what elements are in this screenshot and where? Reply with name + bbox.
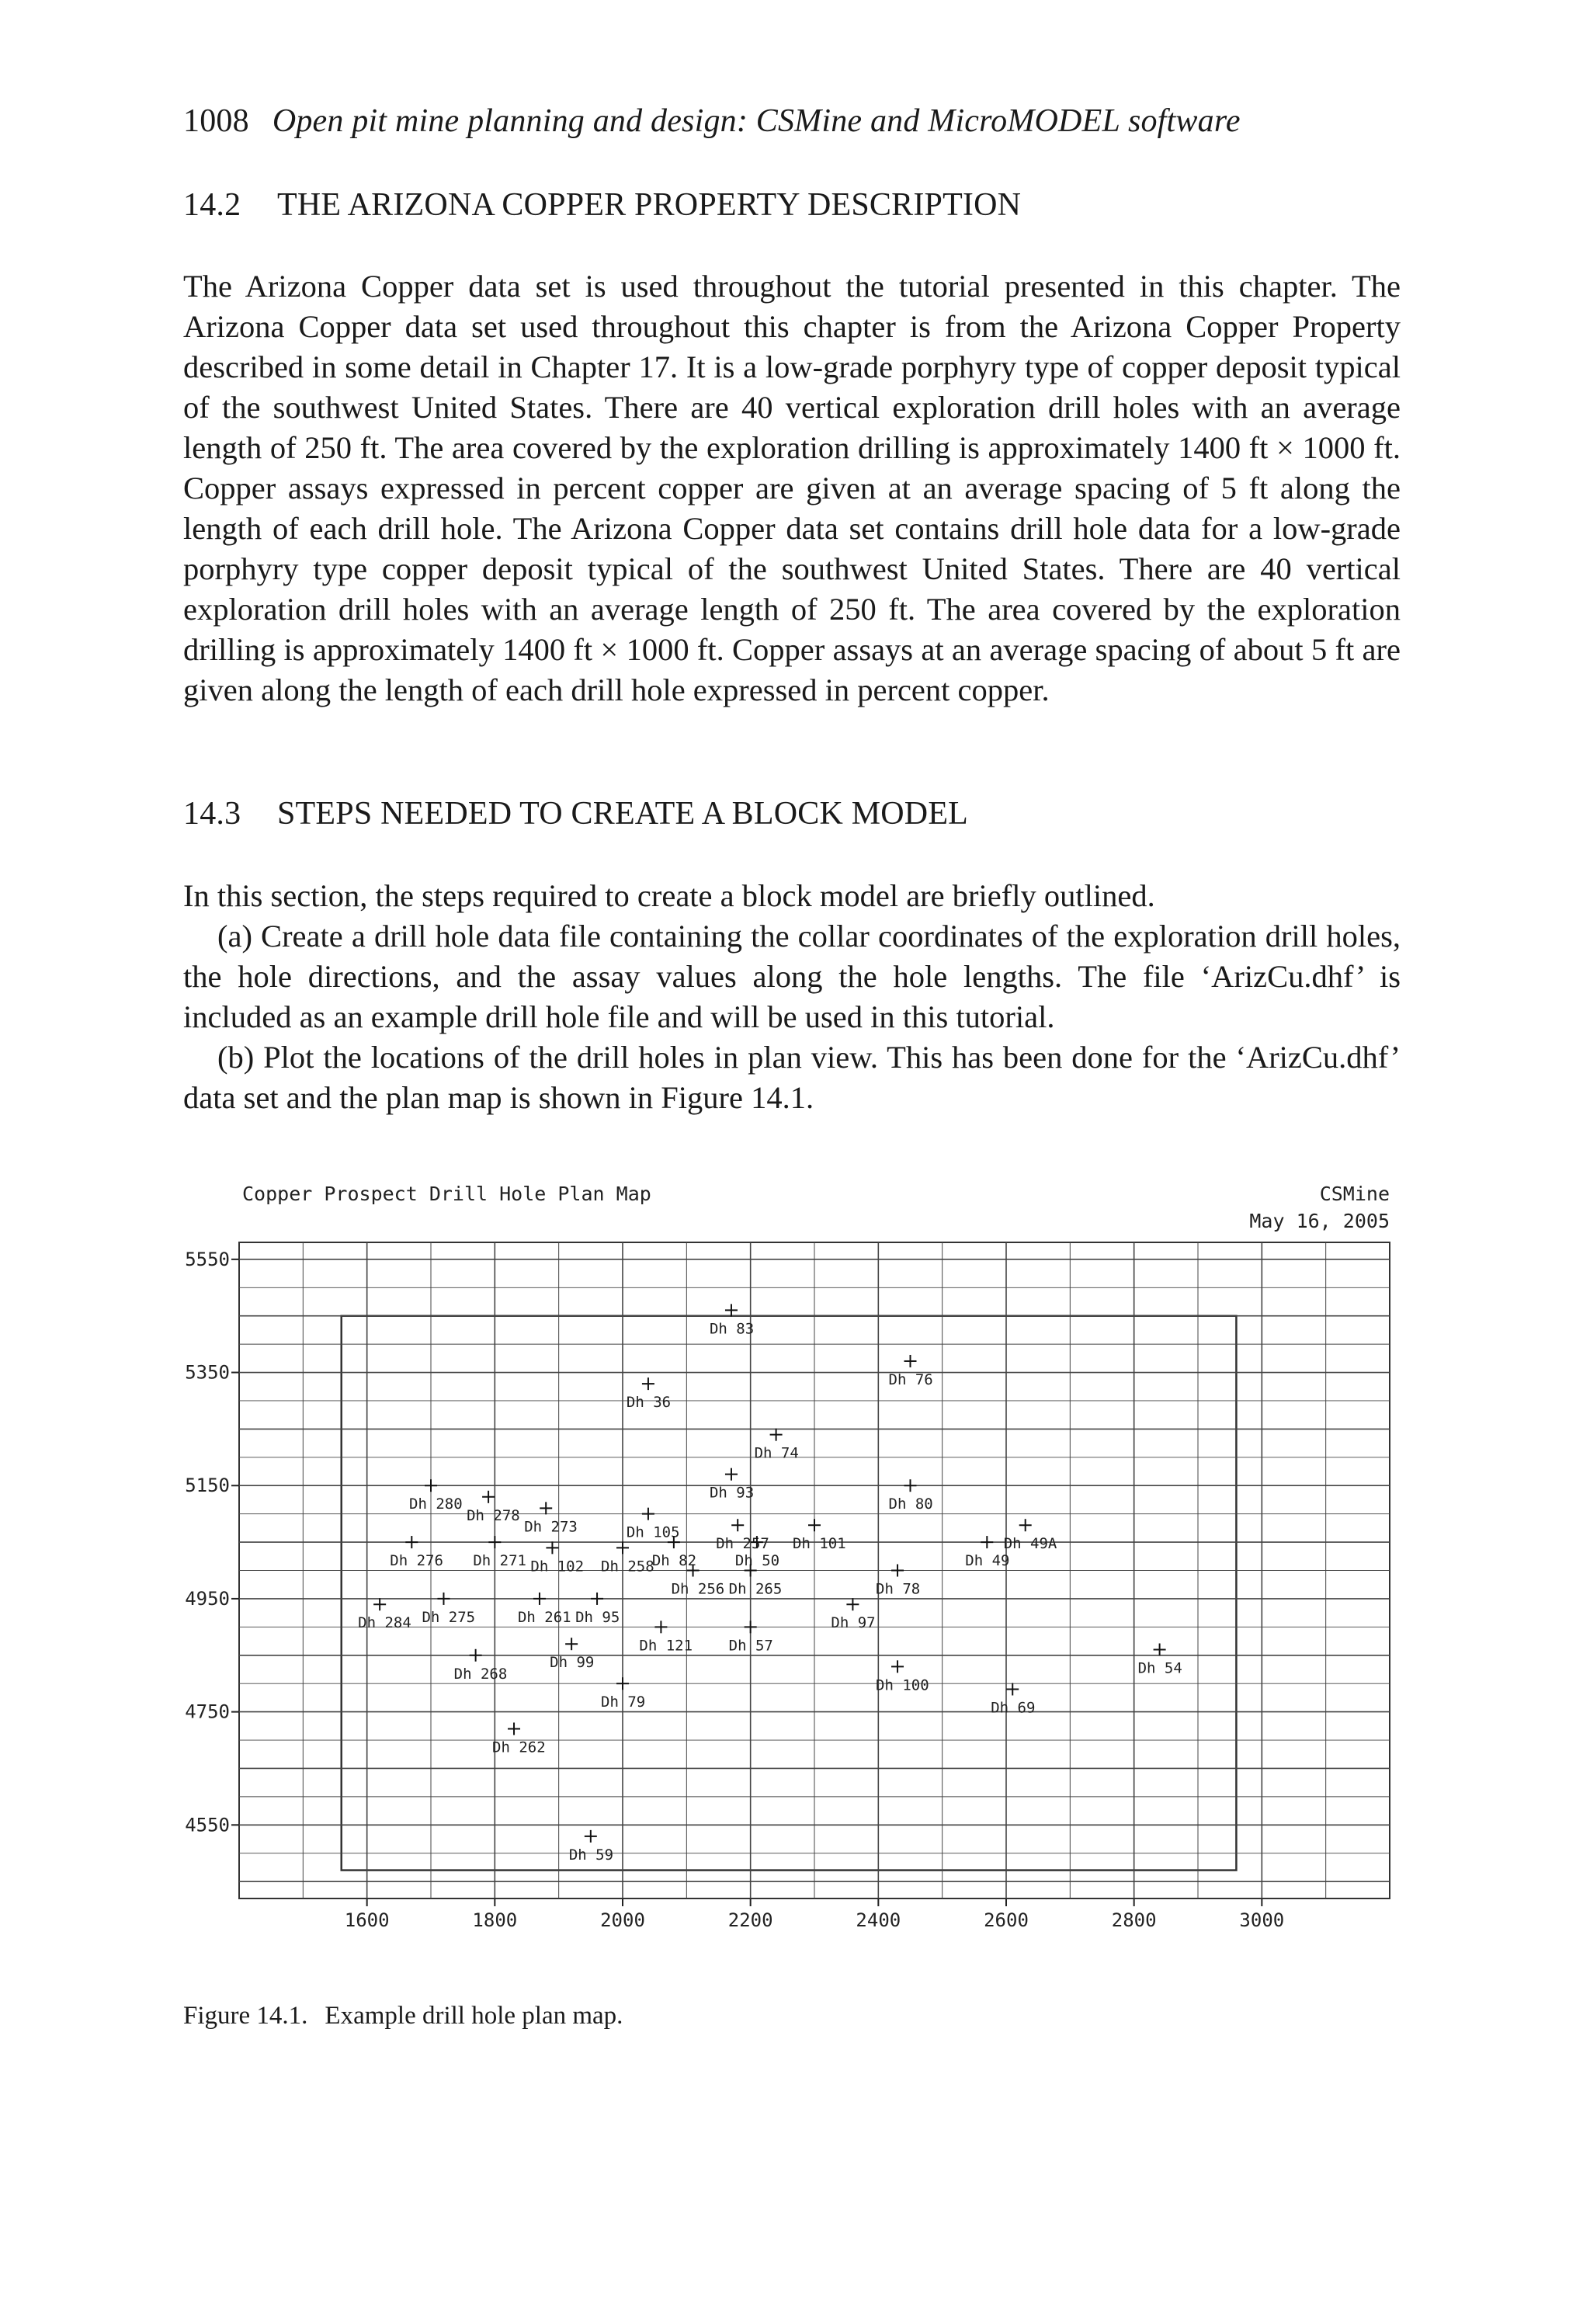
figure-caption: [183, 2002, 623, 2030]
drill-hole-label: Dh 262: [492, 1739, 546, 1756]
section-title: THE ARIZONA COPPER PROPERTY DESCRIPTION: [277, 187, 1022, 223]
map-software: CSMine: [1319, 1183, 1390, 1205]
drill-hole-label: Dh 49A: [1003, 1535, 1057, 1553]
paragraph-intro: In this section, the steps required to create a block model are briefly outlined.: [183, 878, 1155, 913]
drill-hole-label: Dh 102: [530, 1558, 585, 1575]
section-title: STEPS NEEDED TO CREATE A BLOCK MODEL: [277, 796, 969, 832]
map-date: May 16, 2005: [1249, 1210, 1390, 1232]
drill-hole-label: Dh 76: [888, 1370, 933, 1388]
section-number: 14.3: [183, 796, 241, 832]
drill-hole-label: Dh 101: [793, 1535, 846, 1553]
book-title: Open pit mine planning and design: [272, 103, 737, 139]
section-heading-14-2: [183, 186, 1021, 224]
drill-hole-label: Dh 100: [876, 1676, 929, 1694]
drill-hole-label: Dh 97: [831, 1614, 876, 1632]
drill-hole-label: Dh 69: [991, 1699, 1036, 1717]
figure-14-1: [0, 1165, 1590, 1931]
drill-hole-label: Dh 50: [734, 1552, 780, 1570]
drill-hole-label: Dh 105: [626, 1523, 680, 1541]
page-number: 1008: [183, 103, 249, 139]
drill-hole-label: Dh 74: [754, 1444, 799, 1462]
drill-hole-label: Dh 49: [965, 1552, 1010, 1570]
y-tick-label: 5150: [185, 1475, 230, 1497]
drill-hole-label: Dh 256: [671, 1580, 725, 1598]
x-tick-label: 3000: [1239, 1909, 1285, 1931]
y-tick-label: 5550: [185, 1248, 230, 1270]
paragraph-step-b: (b) Plot the locations of the drill holes in plan view. This has been done for the ‘ArizCu.dhf’ data set and the plan map is shown in Figure 14.1.: [183, 1040, 1401, 1115]
drill-hole-label: Dh 95: [575, 1608, 620, 1626]
x-tick-label: 2400: [856, 1909, 901, 1931]
drill-hole-label: Dh 79: [601, 1693, 646, 1711]
drill-hole-label: Dh 265: [728, 1580, 783, 1598]
drill-hole-label: Dh 284: [358, 1614, 411, 1632]
caption-text: Example drill hole plan map.: [325, 2002, 623, 2030]
paragraph-step-a: (a) Create a drill hole data file containing the collar coordinates of the exploration drill holes, the hole directions, and the assay values along the hole lengths. The file ‘ArizCu.dhf’ is included as an example drill hole file and will be used in this tutorial.: [183, 919, 1401, 1034]
drill-hole-label: Dh 275: [422, 1608, 476, 1626]
drill-hole-label: Dh 57: [728, 1637, 773, 1655]
x-tick-label: 2200: [727, 1909, 773, 1931]
x-tick-label: 1800: [472, 1909, 518, 1931]
x-tick-label: 2800: [1111, 1909, 1157, 1931]
drill-hole-label: Dh 121: [639, 1637, 693, 1655]
drill-hole-label: Dh 280: [409, 1495, 463, 1513]
section-heading-14-3: [183, 795, 968, 832]
section-number: 14.2: [183, 187, 241, 223]
x-tick-label: 2000: [600, 1909, 645, 1931]
drill-hole-label: Dh 82: [651, 1552, 697, 1570]
y-tick-label: 5350: [185, 1361, 230, 1384]
points-layer: [358, 1304, 1182, 1863]
drill-hole-label: Dh 83: [709, 1320, 755, 1338]
drill-hole-label: Dh 278: [467, 1506, 520, 1524]
drill-hole-label: Dh 257: [716, 1535, 769, 1553]
drill-hole-label: Dh 93: [709, 1484, 755, 1502]
y-tick-label: 4950: [185, 1587, 230, 1610]
running-head: [183, 102, 1241, 140]
drill-hole-plan-map: [0, 1165, 1590, 1931]
map-inner-boundary: [342, 1316, 1237, 1871]
y-tick-label: 4550: [185, 1814, 230, 1836]
paragraph: The Arizona Copper data set is used throughout the tutorial presented in this chapter. The Arizona Copper data set used throughout this chapter is from the Arizona Copper Property described in some detail in Chapter 17. It is a low-grade porphyry type of copper deposit typical of the southwest United States. There are 40 vertical exploration drill holes with an average length of 250 ft. The area covered by the exploration drilling is approximately 1400 ft × 1000 ft. Copper assays expressed in percent copper are given at an average spacing of 5 ft along the length of each drill hole. The Arizona Copper data set contains drill hole data for a low-grade porphyry type copper deposit typical of the southwest United States. There are 40 vertical exploration drill holes with an average length of 250 ft. The area covered by the exploration drilling is approximately 1400 ft × 1000 ft. Copper assays at an average spacing of about 5 ft are given along the length of each drill hole expressed in percent copper.: [183, 269, 1401, 707]
drill-hole-label: Dh 99: [550, 1654, 595, 1672]
drill-hole-label: Dh 261: [517, 1608, 571, 1626]
drill-hole-label: Dh 59: [568, 1846, 614, 1864]
drill-hole-label: Dh 258: [601, 1558, 654, 1575]
drill-hole-label: Dh 54: [1137, 1659, 1182, 1677]
drill-hole-label: Dh 273: [524, 1518, 578, 1536]
drill-hole-label: Dh 36: [626, 1394, 672, 1412]
drill-hole-label: Dh 271: [473, 1552, 526, 1570]
drill-hole-label: Dh 268: [453, 1665, 508, 1683]
drill-hole-label: Dh 276: [390, 1552, 443, 1570]
y-tick-label: 4750: [185, 1700, 230, 1723]
drill-hole-label: Dh 78: [876, 1580, 921, 1598]
drill-hole-label: Dh 80: [888, 1495, 933, 1513]
map-title: Copper Prospect Drill Hole Plan Map: [242, 1183, 651, 1205]
book-subtitle: : CSMine and MicroMODEL software: [736, 103, 1241, 139]
x-tick-label: 1600: [344, 1909, 390, 1931]
section-14-3-body: [183, 876, 1401, 1118]
grid-layer: [239, 1242, 1390, 1898]
caption-label: Figure 14.1.: [183, 2002, 308, 2030]
x-tick-label: 2600: [984, 1909, 1029, 1931]
section-14-2-body: [183, 266, 1401, 710]
